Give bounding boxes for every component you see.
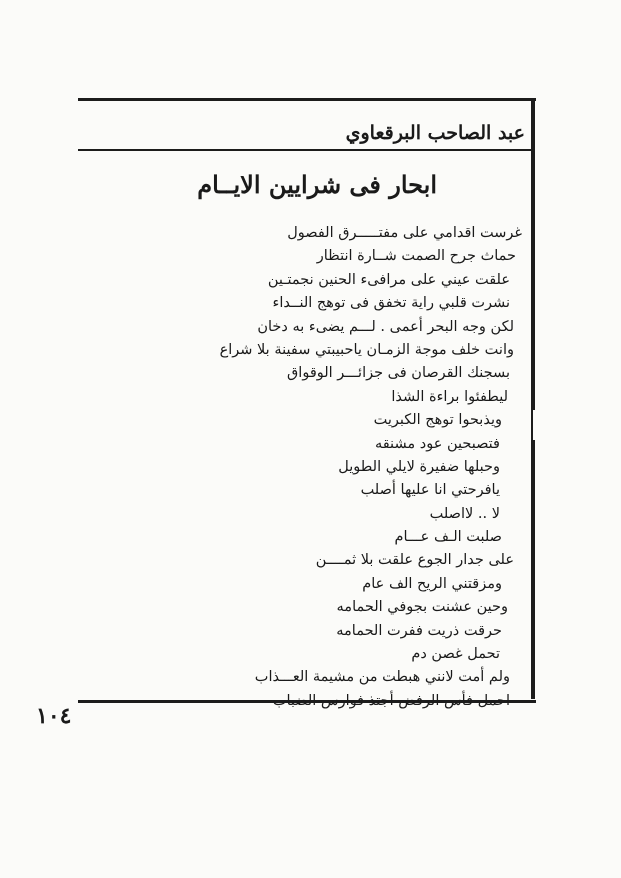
poem-line: بسجنك القرصان فى جزائـــر الوقواق [287,365,510,382]
poem-line: ومزقتني الريح الف عام [362,575,502,592]
poem-line: ليطفئوا براءة الشذا [391,388,508,405]
poem-title: ابحار فى شرايين الايــام [197,170,437,199]
author-name: عبد الصاحب البرقعاوي [345,122,525,144]
poem-line: غرست اقدامي على مفتـــــرق الفصول [287,225,522,241]
poem-line: حماث جرح الصمت شــارة انتظار [316,248,516,265]
poem-line: صلبت الـف عـــام [394,529,502,546]
frame-top-rule [78,98,536,101]
poem-body [150,222,522,713]
poem-line: تحمل غصن دم [411,646,500,663]
poem-line: نشرت قلبي راية تخفق فى توهج النــداء [272,295,510,312]
poem-line: حرقت ذريت ففرت الحمامه [336,622,502,639]
poem-line: ولم أمت لانني هبطت من مشيمة العـــذاب [254,669,510,686]
frame-right-rule [531,99,535,699]
poem-line: ويذبحوا توهج الكبريت [373,412,502,429]
poem-line: فتصبحين عود مشنقه [374,435,500,452]
poem-line: يافرحتي انا عليها أصلب [360,482,500,499]
poem-line: وحبلها ضفيرة لايلي الطويل [338,458,500,475]
poem-line: احمل فأس الرفض أجتذ فوارس الضباب [272,692,510,709]
poem-line: لا .. لااصلب [429,505,500,522]
author-underline [78,149,534,151]
page-number: ١٠٤ [36,703,72,729]
frame-right-gap [533,410,535,440]
poem-line: لكن وجه البحر أعمى . لـــم يضىء به دخان [257,318,514,335]
poem-line: علقت عيني على مرافىء الحنين نجمتـين [267,271,510,288]
poem-line: وانت خلف موجة الزمـان ياحبيبتي سفينة بلا شراع [219,341,514,358]
poem-line: وحين عشنت بجوفي الحمامه [336,599,508,616]
poem-line: على جدار الجوع علقت بلا ثمــــن [315,552,514,569]
